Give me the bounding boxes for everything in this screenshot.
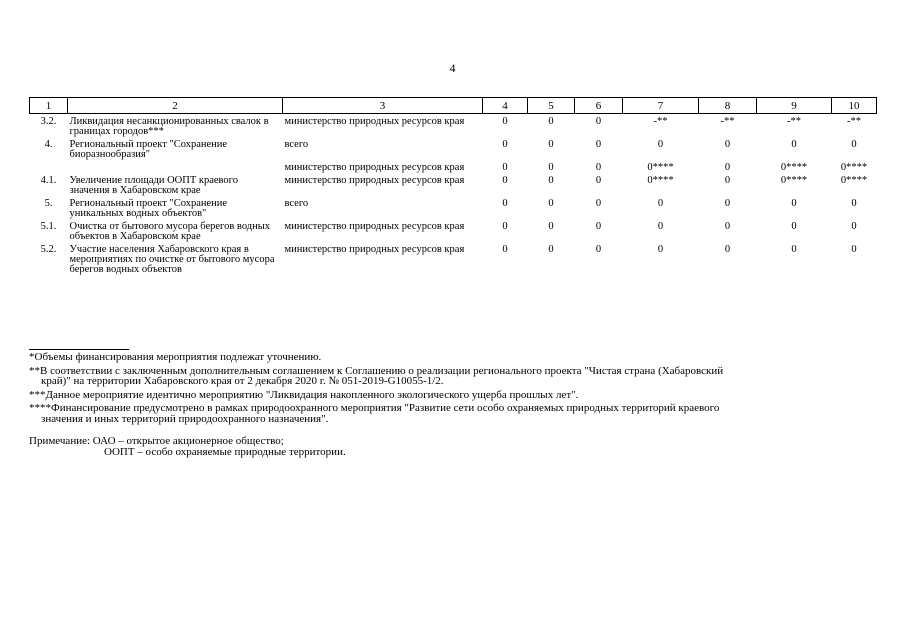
value-cell: 0 — [502, 116, 508, 127]
row-number — [30, 160, 68, 173]
column-header: 8 — [699, 98, 757, 114]
table-row — [30, 137, 877, 160]
value-cell: 0**** — [647, 175, 674, 186]
value-cell: -** — [653, 116, 668, 127]
value-cell: 0 — [548, 198, 554, 209]
row-number: 5.1. — [40, 221, 57, 232]
table-body — [30, 114, 877, 276]
value-cell: 0 — [502, 139, 508, 150]
table-row — [30, 160, 877, 173]
table-row — [30, 242, 877, 275]
value-cell: 0 — [724, 162, 731, 173]
value-cell: 0 — [595, 139, 602, 150]
value-cell: -** — [847, 116, 861, 127]
value-cell: 0 — [548, 244, 554, 255]
value-cell: 0 — [595, 221, 602, 232]
value-cell: -** — [787, 116, 801, 127]
row-number: 3.2. — [40, 116, 57, 127]
value-cell: 0 — [548, 221, 554, 232]
activity-name: Ликвидация несанкционированных свалок в границах городов*** — [69, 116, 269, 137]
value-cell: 0 — [851, 244, 857, 255]
executor: министерство природных ресурсов края — [284, 244, 465, 255]
value-cell: 0 — [502, 244, 508, 255]
table-row — [30, 114, 877, 138]
financing-table — [29, 97, 877, 275]
footnote: **В соответствии с заключенным дополнительным соглашением к Соглашению о реализации регионального проекта "Чистая страна (Хабаровский край)" на территории Хабаровского края от 2 декабря 2020 г. № 051-2019-G10055-1/2. — [29, 364, 724, 387]
column-header: 1 — [30, 98, 68, 114]
value-cell: 0 — [724, 198, 731, 209]
row-number: 4.1. — [40, 175, 57, 186]
column-header: 7 — [623, 98, 699, 114]
value-cell: 0 — [657, 244, 664, 255]
column-header: 9 — [757, 98, 832, 114]
value-cell: 0 — [791, 198, 797, 209]
value-cell: 0**** — [780, 175, 808, 186]
value-cell: 0**** — [840, 175, 868, 186]
column-header: 4 — [483, 98, 528, 114]
executor: министерство природных ресурсов края — [284, 116, 465, 127]
value-cell: 0 — [548, 139, 554, 150]
value-cell: 0 — [724, 221, 731, 232]
row-number: 5.2. — [40, 244, 57, 255]
value-cell: 0 — [851, 139, 857, 150]
column-header: 3 — [283, 98, 483, 114]
table-row — [30, 196, 877, 219]
value-cell: 0 — [502, 175, 508, 186]
column-header: 2 — [68, 98, 283, 114]
value-cell: 0 — [502, 162, 508, 173]
activity-name: Региональный проект "Сохранение уникальных водных объектов" — [69, 198, 228, 219]
value-cell: 0 — [595, 116, 602, 127]
value-cell: 0 — [502, 198, 508, 209]
activity-name: Участие населения Хабаровского края в мероприятиях по очистке от бытового мусора берегов водных объектов — [69, 244, 275, 275]
value-cell: 0 — [851, 221, 857, 232]
activity-name: Увеличение площади ООПТ краевого значения в Хабаровском крае — [69, 175, 238, 196]
row-number: 4. — [44, 139, 53, 150]
notes — [29, 436, 876, 458]
value-cell: 0 — [657, 221, 664, 232]
table-row — [30, 219, 877, 242]
activity-name: Региональный проект "Сохранение биоразнообразия" — [69, 139, 228, 160]
value-cell: 0 — [548, 162, 554, 173]
table-header-row — [30, 98, 877, 114]
column-header: 10 — [832, 98, 877, 114]
footnote: ****Финансирование предусмотрено в рамках природоохранного мероприятия "Развитие сети особо охраняемых природных территорий краевого значения и иных территорий природоохранного назначения". — [29, 402, 720, 425]
value-cell: 0**** — [780, 162, 808, 173]
executor: министерство природных ресурсов края — [284, 221, 465, 232]
row-number: 5. — [44, 198, 53, 209]
note-label: Примечание: — [29, 435, 91, 447]
value-cell: 0 — [502, 221, 508, 232]
footnotes — [29, 352, 876, 427]
page-number: 4 — [449, 61, 456, 75]
executor: всего — [284, 139, 309, 150]
value-cell: 0 — [724, 139, 731, 150]
value-cell: 0 — [548, 116, 554, 127]
note-line: ООПТ – особо охраняемые природные территории. — [104, 446, 346, 458]
executor: всего — [284, 198, 309, 209]
column-header: 5 — [528, 98, 575, 114]
value-cell: -** — [720, 116, 735, 127]
value-cell: 0 — [791, 221, 797, 232]
activity-name — [68, 160, 283, 173]
value-cell: 0 — [595, 175, 602, 186]
note-line: Примечание: ОАО – открытое акционерное общество; — [29, 435, 284, 447]
value-cell: 0 — [791, 139, 797, 150]
executor: министерство природных ресурсов края — [284, 175, 465, 186]
value-cell: 0 — [791, 244, 797, 255]
footnote-divider — [29, 349, 129, 350]
footnote: ***Данное мероприятие идентично мероприятию "Ликвидация накопленного экологического ущерба прошлых лет". — [29, 388, 579, 401]
value-cell: 0 — [657, 198, 664, 209]
value-cell: 0 — [851, 198, 857, 209]
footnote: *Объемы финансирования мероприятия подлежат уточнению. — [29, 351, 322, 363]
value-cell: 0 — [724, 244, 731, 255]
value-cell: 0 — [548, 175, 554, 186]
activity-name: Очистка от бытового мусора берегов водных объектов в Хабаровском крае — [69, 221, 271, 242]
value-cell: 0**** — [840, 162, 868, 173]
value-cell: 0 — [595, 244, 602, 255]
column-header: 6 — [575, 98, 623, 114]
table-row — [30, 173, 877, 196]
value-cell: 0 — [595, 162, 602, 173]
value-cell: 0 — [657, 139, 664, 150]
value-cell: 0**** — [647, 162, 674, 173]
value-cell: 0 — [595, 198, 602, 209]
executor: министерство природных ресурсов края — [284, 162, 465, 173]
value-cell: 0 — [724, 175, 731, 186]
